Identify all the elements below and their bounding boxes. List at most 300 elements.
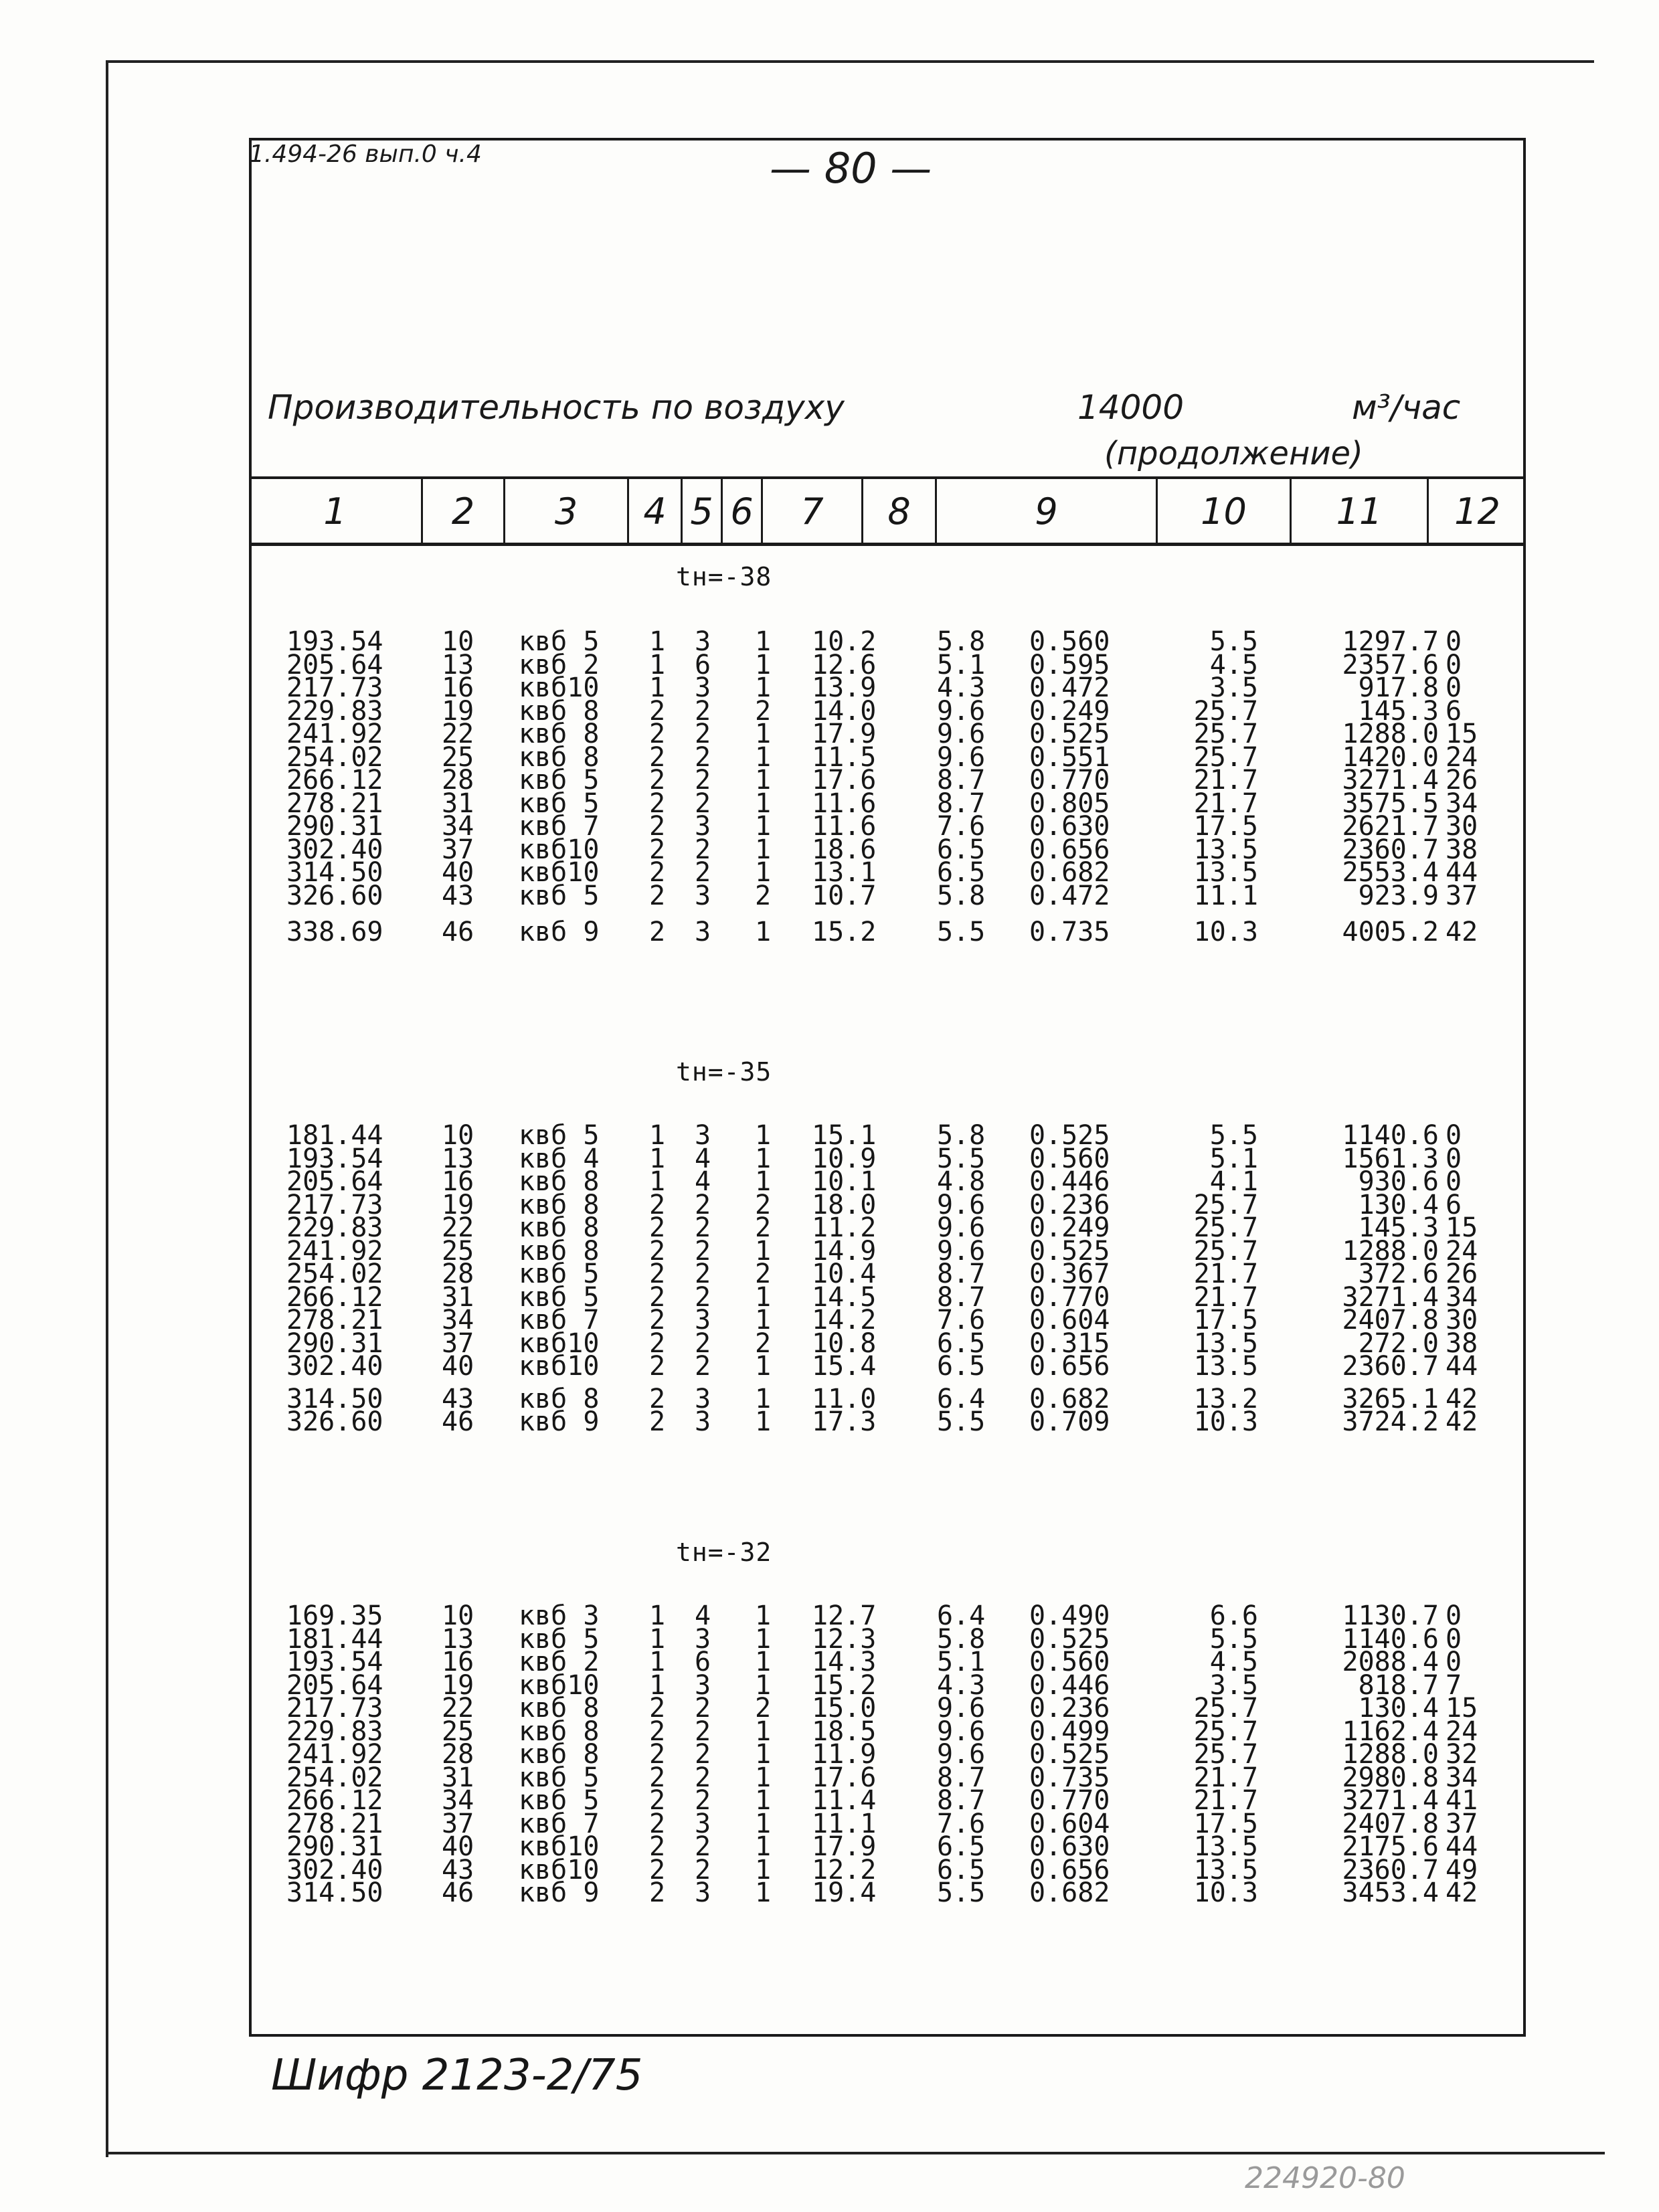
table-cell-col7: 14.3: [812, 1647, 877, 1677]
table-cell-col11: 3265.1: [1342, 1383, 1439, 1414]
table-cell-col6: 1: [755, 1281, 772, 1313]
table-cell-col5: 2: [695, 719, 711, 749]
table-cell-col4: 1: [649, 1623, 666, 1655]
table-cell-col10: 25.7: [1193, 1189, 1258, 1220]
table-cell-col10: 10.3: [1193, 1877, 1258, 1908]
table-cell-col10: 17.5: [1193, 811, 1258, 842]
table-cell-col9: 0.551: [1029, 741, 1110, 773]
table-cell-col8: 6.5: [937, 834, 986, 865]
table-cell-col7: 10.2: [812, 626, 877, 657]
table-cell-col7: 14.5: [812, 1281, 877, 1313]
table-cell-col2: 19: [442, 1669, 474, 1701]
table-cell-col11: 1288.0: [1342, 1235, 1439, 1267]
table-cell-col11: 1130.7: [1342, 1600, 1439, 1631]
table-cell-col4: 2: [649, 788, 666, 819]
table-cell-col1: 314.50: [286, 1383, 383, 1414]
table-cell-col1: 229.83: [286, 1212, 383, 1243]
table-cell-col5: 3: [695, 1383, 711, 1414]
table-cell-col6: 1: [755, 1716, 772, 1747]
table-cell-col10: 4.5: [1209, 649, 1258, 680]
table-cell-col8: 9.6: [937, 1716, 986, 1747]
table-cell-col4: 2: [649, 765, 666, 796]
table-cell-col7: 17.9: [812, 719, 877, 749]
table-cell-col9: 0.525: [1029, 1235, 1110, 1267]
table-cell-col11: 923.9: [1358, 880, 1439, 911]
table-cell-col11: 2088.4: [1342, 1647, 1439, 1677]
table-cell-col2: 25: [442, 1716, 474, 1747]
table-cell-col5: 2: [695, 741, 711, 773]
table-cell-col2: 37: [442, 1808, 474, 1839]
table-cell-col10: 11.1: [1193, 880, 1258, 911]
table-cell-col6: 1: [755, 917, 772, 947]
table-cell-col5: 2: [695, 1785, 711, 1816]
table-cell-col2: 34: [442, 1785, 474, 1816]
table-cell-col2: 25: [442, 1235, 474, 1267]
table-cell-col2: 22: [442, 719, 474, 749]
table-cell-col8: 4.8: [937, 1166, 986, 1197]
table-cell-col7: 15.4: [812, 1351, 877, 1382]
table-cell-col7: 13.1: [812, 857, 877, 888]
table-cell-col2: 46: [442, 1877, 474, 1908]
table-cell-col12: 0: [1446, 1647, 1462, 1677]
table-cell-col4: 2: [649, 741, 666, 773]
table-cell-col7: 19.4: [812, 1877, 877, 1908]
table-cell-col12: 32: [1446, 1739, 1478, 1770]
table-cell-col3: квб 5: [519, 1785, 600, 1816]
table-cell-col12: 6: [1446, 1189, 1462, 1220]
table-cell-col4: 2: [649, 811, 666, 842]
table-cell-col2: 43: [442, 880, 474, 911]
table-cell-col3: квб 5: [519, 1281, 600, 1313]
table-cell-col10: 6.6: [1209, 1600, 1258, 1631]
table-cell-col3: квб 9: [519, 1406, 600, 1437]
table-cell-col1: 241.92: [286, 1235, 383, 1267]
table-cell-col4: 2: [649, 917, 666, 947]
table-cell-col9: 0.249: [1029, 1212, 1110, 1243]
table-cell-col2: 28: [442, 1739, 474, 1770]
table-cell-col6: 1: [755, 672, 772, 703]
table-cell-col4: 1: [649, 626, 666, 657]
table-cell-col3: квб 5: [519, 1259, 600, 1289]
table-cell-col5: 3: [695, 1808, 711, 1839]
table-cell-col7: 10.9: [812, 1143, 877, 1174]
table-cell-col12: 24: [1446, 1716, 1478, 1747]
table-cell-col10: 4.1: [1209, 1166, 1258, 1197]
table-cell-col6: 1: [755, 1623, 772, 1655]
table-cell-col7: 11.4: [812, 1785, 877, 1816]
table-cell-col2: 13: [442, 1143, 474, 1174]
table-cell-col9: 0.446: [1029, 1669, 1110, 1701]
table-cell-col7: 11.0: [812, 1383, 877, 1414]
column-header-10: 10: [1158, 479, 1292, 543]
table-cell-col7: 15.2: [812, 1669, 877, 1701]
table-cell-col5: 2: [695, 1693, 711, 1724]
table-cell-col3: квб 8: [519, 1716, 600, 1747]
table-title: Производительность по воздуху: [268, 388, 845, 427]
table-cell-col3: квб10: [519, 857, 600, 888]
table-cell-col8: 9.6: [937, 1189, 986, 1220]
table-cell-col5: 2: [695, 1327, 711, 1359]
table-cell-col4: 2: [649, 857, 666, 888]
table-cell-col12: 6: [1446, 695, 1462, 727]
table-cell-col10: 13.5: [1193, 1327, 1258, 1359]
table-cell-col1: 290.31: [286, 1831, 383, 1862]
table-cell-col2: 28: [442, 1259, 474, 1289]
table-cell-col11: 2360.7: [1342, 1351, 1439, 1382]
table-cell-col11: 2407.8: [1342, 1808, 1439, 1839]
table-cell-col4: 2: [649, 1808, 666, 1839]
table-cell-col6: 2: [755, 880, 772, 911]
table-cell-col12: 24: [1446, 741, 1478, 773]
table-cell-col2: 16: [442, 672, 474, 703]
table-cell-col7: 15.1: [812, 1120, 877, 1151]
table-cell-col1: 169.35: [286, 1600, 383, 1631]
table-cell-col9: 0.472: [1029, 880, 1110, 911]
table-cell-col11: 2360.7: [1342, 1854, 1439, 1885]
table-cell-col3: квб10: [519, 1669, 600, 1701]
table-cell-col4: 1: [649, 1166, 666, 1197]
table-cell-col5: 2: [695, 1189, 711, 1220]
table-cell-col9: 0.472: [1029, 672, 1110, 703]
table-cell-col9: 0.315: [1029, 1327, 1110, 1359]
table-cell-col6: 1: [755, 1351, 772, 1382]
table-cell-col8: 6.5: [937, 1854, 986, 1885]
table-cell-col7: 12.3: [812, 1623, 877, 1655]
table-cell-col10: 25.7: [1193, 695, 1258, 727]
table-cell-col10: 3.5: [1209, 1669, 1258, 1701]
table-cell-col1: 266.12: [286, 1785, 383, 1816]
table-cell-col2: 13: [442, 1623, 474, 1655]
table-cell-col4: 2: [649, 1383, 666, 1414]
table-cell-col7: 10.4: [812, 1259, 877, 1289]
table-cell-col8: 9.6: [937, 1235, 986, 1267]
table-cell-col9: 0.560: [1029, 626, 1110, 657]
table-cell-col9: 0.770: [1029, 765, 1110, 796]
table-cell-col8: 5.8: [937, 880, 986, 911]
table-cell-col10: 21.7: [1193, 765, 1258, 796]
table-cell-col9: 0.525: [1029, 1739, 1110, 1770]
table-cell-col9: 0.595: [1029, 649, 1110, 680]
table-cell-col6: 1: [755, 626, 772, 657]
table-cell-col12: 38: [1446, 1327, 1478, 1359]
table-cell-col6: 1: [755, 1762, 772, 1793]
table-cell-col9: 0.525: [1029, 1623, 1110, 1655]
table-cell-col10: 21.7: [1193, 1281, 1258, 1313]
table-cell-col5: 2: [695, 1762, 711, 1793]
table-cell-col8: 4.3: [937, 1669, 986, 1701]
table-cell-col4: 1: [649, 1600, 666, 1631]
table-cell-col2: 46: [442, 917, 474, 947]
table-cell-col10: 21.7: [1193, 1785, 1258, 1816]
table-cell-col12: 7: [1446, 1669, 1462, 1701]
table-cell-col12: 38: [1446, 834, 1478, 865]
table-cell-col11: 3271.4: [1342, 765, 1439, 796]
table-cell-col5: 6: [695, 649, 711, 680]
table-cell-col12: 49: [1446, 1854, 1478, 1885]
table-cell-col7: 17.6: [812, 765, 877, 796]
table-cell-col7: 11.6: [812, 811, 877, 842]
column-header-row: [249, 476, 1526, 546]
table-cell-col4: 2: [649, 1785, 666, 1816]
table-cell-col4: 2: [649, 1327, 666, 1359]
table-cell-col12: 0: [1446, 1143, 1462, 1174]
table-cell-col6: 1: [755, 765, 772, 796]
table-cell-col2: 31: [442, 788, 474, 819]
table-cell-col12: 42: [1446, 1877, 1478, 1908]
table-cell-col11: 930.6: [1358, 1166, 1439, 1197]
table-cell-col4: 2: [649, 1259, 666, 1289]
table-cell-col11: 145.3: [1358, 695, 1439, 727]
table-cell-col5: 3: [695, 1120, 711, 1151]
table-cell-col2: 43: [442, 1383, 474, 1414]
table-cell-col3: квб 5: [519, 1762, 600, 1793]
column-header-7: 7: [763, 479, 863, 543]
table-cell-col7: 11.5: [812, 741, 877, 773]
table-cell-col2: 37: [442, 1327, 474, 1359]
table-cell-col3: квб10: [519, 1831, 600, 1862]
table-cell-col4: 2: [649, 1189, 666, 1220]
table-cell-col12: 0: [1446, 626, 1462, 657]
table-cell-col8: 6.5: [937, 857, 986, 888]
table-cell-col9: 0.249: [1029, 695, 1110, 727]
table-cell-col4: 2: [649, 1716, 666, 1747]
table-cell-col7: 18.0: [812, 1189, 877, 1220]
table-cell-col2: 22: [442, 1693, 474, 1724]
table-cell-col4: 2: [649, 1831, 666, 1862]
table-cell-col1: 290.31: [286, 811, 383, 842]
table-cell-col12: 26: [1446, 1259, 1478, 1289]
table-cell-col11: 2407.8: [1342, 1305, 1439, 1335]
table-cell-col1: 205.64: [286, 1669, 383, 1701]
table-cell-col7: 14.2: [812, 1305, 877, 1335]
table-cell-col8: 7.6: [937, 811, 986, 842]
table-cell-col4: 2: [649, 1762, 666, 1793]
table-cell-col9: 0.499: [1029, 1716, 1110, 1747]
table-cell-col9: 0.735: [1029, 1762, 1110, 1793]
table-cell-col6: 2: [755, 1189, 772, 1220]
table-cell-col6: 1: [755, 1831, 772, 1862]
table-cell-col2: 19: [442, 1189, 474, 1220]
table-cell-col5: 2: [695, 1259, 711, 1289]
table-cell-col12: 0: [1446, 1623, 1462, 1655]
column-header-11: 11: [1292, 479, 1429, 543]
table-cell-col6: 1: [755, 1669, 772, 1701]
table-cell-col10: 25.7: [1193, 1693, 1258, 1724]
table-cell-col2: 40: [442, 1831, 474, 1862]
table-cell-col8: 8.7: [937, 765, 986, 796]
table-cell-col6: 1: [755, 1808, 772, 1839]
table-cell-col8: 7.6: [937, 1808, 986, 1839]
table-cell-col8: 5.1: [937, 649, 986, 680]
table-cell-col9: 0.236: [1029, 1189, 1110, 1220]
table-cell-col6: 1: [755, 857, 772, 888]
table-cell-col9: 0.525: [1029, 719, 1110, 749]
table-cell-col12: 15: [1446, 1212, 1478, 1243]
table-cell-col11: 2553.4: [1342, 857, 1439, 888]
table-cell-col11: 1162.4: [1342, 1716, 1439, 1747]
table-cell-col4: 1: [649, 1120, 666, 1151]
table-cell-col11: 4005.2: [1342, 917, 1439, 947]
table-cell-col1: 193.54: [286, 1647, 383, 1677]
table-cell-col6: 1: [755, 1600, 772, 1631]
table-cell-col3: квб10: [519, 834, 600, 865]
table-cell-col4: 2: [649, 1305, 666, 1335]
table-cell-col9: 0.367: [1029, 1259, 1110, 1289]
table-cell-col11: 2980.8: [1342, 1762, 1439, 1793]
table-cell-col9: 0.446: [1029, 1166, 1110, 1197]
table-cell-col1: 278.21: [286, 1808, 383, 1839]
table-cell-col12: 44: [1446, 1351, 1478, 1382]
table-cell-col12: 15: [1446, 1693, 1478, 1724]
table-cell-col7: 15.0: [812, 1693, 877, 1724]
table-cell-col8: 9.6: [937, 741, 986, 773]
table-cell-col3: квб 4: [519, 1143, 600, 1174]
table-cell-col6: 1: [755, 788, 772, 819]
column-header-8: 8: [863, 479, 937, 543]
table-cell-col11: 818.7: [1358, 1669, 1439, 1701]
table-cell-col3: квб 9: [519, 1877, 600, 1908]
table-cell-col8: 5.5: [937, 917, 986, 947]
table-cell-col2: 37: [442, 834, 474, 865]
table-cell-col7: 15.2: [812, 917, 877, 947]
table-cell-col8: 8.7: [937, 1281, 986, 1313]
table-cell-col11: 917.8: [1358, 672, 1439, 703]
table-cell-col7: 18.5: [812, 1716, 877, 1747]
table-cell-col12: 42: [1446, 917, 1478, 947]
table-cell-col10: 13.5: [1193, 857, 1258, 888]
table-cell-col12: 0: [1446, 649, 1462, 680]
table-cell-col12: 44: [1446, 857, 1478, 888]
table-cell-col11: 2621.7: [1342, 811, 1439, 842]
table-cell-col6: 1: [755, 811, 772, 842]
table-cell-col3: квб 2: [519, 1647, 600, 1677]
table-cell-col1: 302.40: [286, 834, 383, 865]
table-cell-col2: 13: [442, 649, 474, 680]
table-cell-col6: 1: [755, 741, 772, 773]
table-cell-col3: квб10: [519, 1854, 600, 1885]
table-cell-col2: 31: [442, 1281, 474, 1313]
table-cell-col1: 302.40: [286, 1854, 383, 1885]
table-cell-col10: 21.7: [1193, 788, 1258, 819]
table-cell-col6: 1: [755, 1166, 772, 1197]
table-cell-col11: 1420.0: [1342, 741, 1439, 773]
table-cell-col10: 21.7: [1193, 1259, 1258, 1289]
table-cell-col10: 10.3: [1193, 917, 1258, 947]
table-cell-col2: 40: [442, 1351, 474, 1382]
table-cell-col7: 17.3: [812, 1406, 877, 1437]
column-header-1: 1: [249, 479, 423, 543]
table-cell-col5: 3: [695, 917, 711, 947]
table-cell-col2: 10: [442, 626, 474, 657]
table-cell-col4: 2: [649, 834, 666, 865]
table-cell-col5: 4: [695, 1143, 711, 1174]
table-cell-col3: квб 5: [519, 765, 600, 796]
table-cell-col10: 13.5: [1193, 1831, 1258, 1862]
table-cell-col5: 3: [695, 626, 711, 657]
table-cell-col1: 314.50: [286, 1877, 383, 1908]
table-cell-col9: 0.682: [1029, 1877, 1110, 1908]
table-cell-col1: 217.73: [286, 672, 383, 703]
table-cell-col5: 3: [695, 811, 711, 842]
table-cell-col2: 10: [442, 1120, 474, 1151]
table-cell-col11: 1288.0: [1342, 1739, 1439, 1770]
table-cell-col8: 6.5: [937, 1327, 986, 1359]
table-cell-col3: квб 8: [519, 1739, 600, 1770]
continuation-note: (продолжение): [1104, 435, 1363, 472]
table-cell-col9: 0.560: [1029, 1647, 1110, 1677]
table-cell-col2: 34: [442, 811, 474, 842]
table-cell-col8: 9.6: [937, 1212, 986, 1243]
column-header-12: 12: [1454, 490, 1500, 533]
table-cell-col8: 6.5: [937, 1351, 986, 1382]
table-cell-col7: 12.6: [812, 649, 877, 680]
table-cell-col6: 2: [755, 1259, 772, 1289]
table-cell-col8: 5.5: [937, 1406, 986, 1437]
table-cell-col12: 30: [1446, 1305, 1478, 1335]
table-cell-col8: 9.6: [937, 695, 986, 727]
table-cell-col5: 2: [695, 788, 711, 819]
table-cell-col10: 5.5: [1209, 626, 1258, 657]
table-cell-col6: 1: [755, 1785, 772, 1816]
table-cell-col3: квб 8: [519, 1189, 600, 1220]
table-cell-col3: квб 5: [519, 880, 600, 911]
table-cell-col9: 0.709: [1029, 1406, 1110, 1437]
air-flow-unit: м³/час: [1352, 388, 1461, 427]
table-cell-col12: 26: [1446, 765, 1478, 796]
table-cell-col2: 40: [442, 857, 474, 888]
table-cell-col5: 3: [695, 1669, 711, 1701]
table-cell-col5: 3: [695, 1623, 711, 1655]
table-cell-col12: 34: [1446, 1762, 1478, 1793]
table-cell-col10: 13.5: [1193, 1351, 1258, 1382]
table-cell-col10: 13.5: [1193, 834, 1258, 865]
table-cell-col10: 25.7: [1193, 741, 1258, 773]
table-cell-col12: 44: [1446, 1831, 1478, 1862]
table-cell-col6: 1: [755, 1143, 772, 1174]
table-cell-col8: 4.3: [937, 672, 986, 703]
table-cell-col5: 3: [695, 1877, 711, 1908]
table-cell-col2: 28: [442, 765, 474, 796]
column-header-4: 4: [629, 479, 683, 543]
table-cell-col9: 0.236: [1029, 1693, 1110, 1724]
table-cell-col4: 2: [649, 695, 666, 727]
table-cell-col8: 9.6: [937, 719, 986, 749]
table-cell-col8: 5.8: [937, 1120, 986, 1151]
column-header-6: 6: [723, 479, 763, 543]
table-cell-col5: 2: [695, 1739, 711, 1770]
table-cell-col12: 30: [1446, 811, 1478, 842]
column-header-2: 2: [423, 479, 505, 543]
table-cell-col8: 8.7: [937, 1762, 986, 1793]
table-cell-col3: квб 9: [519, 917, 600, 947]
table-cell-col3: квб 5: [519, 626, 600, 657]
table-cell-col6: 1: [755, 1406, 772, 1437]
table-cell-col5: 2: [695, 1351, 711, 1382]
table-cell-col3: квб 7: [519, 1305, 600, 1335]
table-cell-col6: 1: [755, 1120, 772, 1151]
table-cell-col4: 1: [649, 672, 666, 703]
table-cell-col12: 24: [1446, 1235, 1478, 1267]
table-cell-col9: 0.770: [1029, 1785, 1110, 1816]
table-cell-col10: 13.5: [1193, 1854, 1258, 1885]
table-cell-col6: 1: [755, 1305, 772, 1335]
table-cell-col10: 17.5: [1193, 1808, 1258, 1839]
table-cell-col11: 3575.5: [1342, 788, 1439, 819]
table-cell-col7: 12.7: [812, 1600, 877, 1631]
table-cell-col9: 0.604: [1029, 1305, 1110, 1335]
table-cell-col6: 1: [755, 1647, 772, 1677]
table-cell-col6: 1: [755, 719, 772, 749]
